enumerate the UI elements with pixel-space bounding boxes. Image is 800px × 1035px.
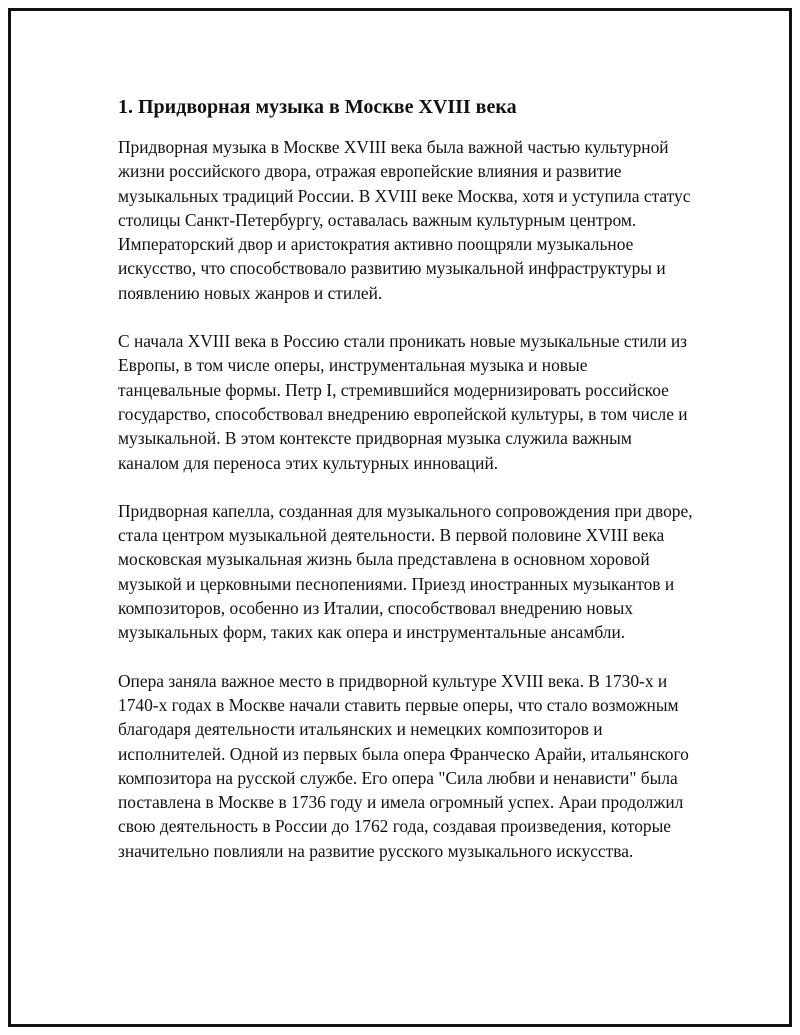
paragraph-4: Опера заняла важное место в придворной культуре XVIII века. В 1730-х и 1740-х годах в Москве начали ставить первые оперы, что стало возможным благодаря деятельности итальянских и немецких композиторов и исполнителей. Одной из первых была опера Франческо Арайи, итальянского композитора на русской службе. Его опера "Сила любви и ненависти" была поставлена в Москве в 1736 году и имела огромный успех. Араи продолжил свою деятельность в России до 1762 года, создавая произведения, которые значительно повлияли на развитие русского музыкального искусства. [118,670,689,861]
section-heading: 1. Придворная музыка в Москве XVIII века [118,96,517,118]
paragraph-2: С начала XVIII века в Россию стали проникать новые музыкальные стили из Европы, в том числе оперы, инструментальная музыка и новые танцевальные формы. Петр I, стремившийся модернизировать российское государство, способствовал внедрению европейской культуры, в том числе и музыкальной. В этом контексте придворная музыка служила важным каналом для переноса этих культурных инноваций. [118,331,688,473]
paragraph-3: Придворная капелла, созданная для музыкального сопровождения при дворе, стала центром музыкальной деятельности. В первой половине XVIII века московская музыкальная жизнь была представлена в основном хоровой музыкой и церковными песнопениями. Приезд иностранных музыкантов и композиторов, особенно из Италии, способствовал внедрению новых музыкальных форм, таких как опера и инструментальные ансамбли. [118,500,693,643]
paragraph-1: Придворная музыка в Москве XVIII века была важной частью культурной жизни российского двора, отражая европейские влияния и развитие музыкальных традиций России. В XVIII веке Москва, хотя и уступила статус столицы Санкт-Петербургу, оставалась важным культурным центром. Императорский двор и аристократия активно поощряли музыкальное искусство, что способствовало развитию музыкальной инфраструктуры и появлению новых жанров и стилей. [118,137,691,303]
document-body [118,94,693,887]
